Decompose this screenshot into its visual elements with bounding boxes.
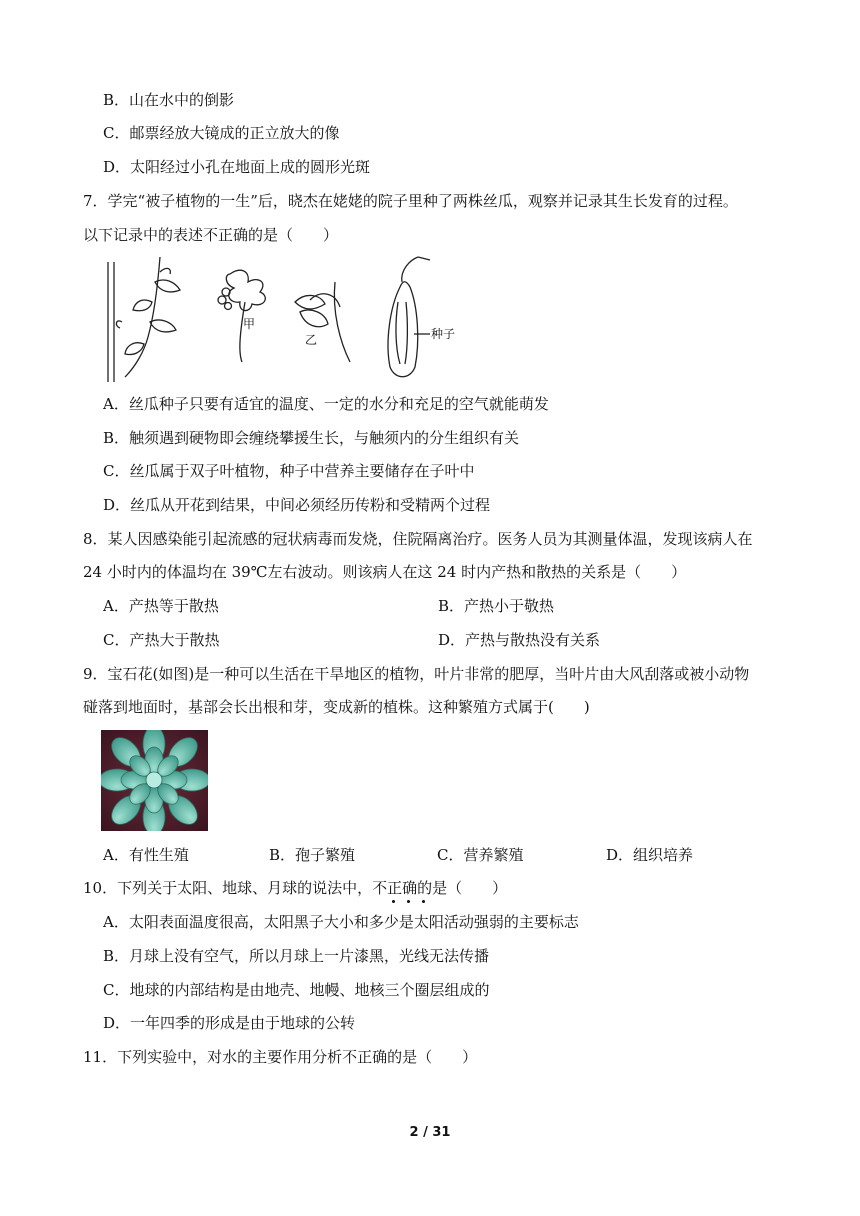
q7-option-b: B．触须遇到硬物即会缠绕攀援生长，与触须内的分生组织有关: [103, 429, 520, 447]
emphasis-dot: [422, 900, 425, 903]
q7-stem-line2: 以下记录中的表述不正确的是（ ）: [83, 226, 339, 244]
q9-stem-line1: 9．宝石花(如图)是一种可以生活在干旱地区的植物，叶片非常的肥厚，当叶片由大风刮落或被小动物: [83, 665, 750, 683]
q10-option-b: B．月球上没有空气，所以月球上一片漆黑，光线无法传播: [103, 947, 490, 965]
q8-option-d: D．产热与散热没有关系: [438, 631, 601, 649]
loofah-growth-figure: [100, 252, 470, 387]
q7-option-a: A．丝瓜种子只要有适宜的温度、一定的水分和充足的空气就能萌发: [103, 395, 549, 413]
q10-option-c: C．地球的内部结构是由地壳、地幔、地核三个圈层组成的: [103, 981, 490, 999]
q6-option-d: D．太阳经过小孔在地面上成的圆形光斑: [103, 158, 371, 176]
page-number: 2 / 31: [409, 1125, 451, 1140]
q8-option-b: B．产热小于敬热: [438, 597, 555, 615]
q10-option-d: D．一年四季的形成是由于地球的公转: [103, 1014, 356, 1032]
emphasis-dot: [392, 900, 395, 903]
figure-label-jia: 甲: [243, 317, 256, 331]
q8-option-a: A．产热等于散热: [103, 597, 219, 615]
q9-option-c: C．营养繁殖: [437, 846, 524, 864]
figure-label-seed: 种子: [431, 327, 456, 341]
q8-option-c: C．产热大于散热: [103, 631, 220, 649]
q8-stem-line2: 24 小时内的体温均在 39℃左右波动。则该病人在这 24 时内产热和散热的关系是（ ）: [83, 563, 687, 581]
q10-stem: 10．下列关于太阳、地球、月球的说法中，不正确的是（ ）: [83, 879, 508, 897]
emphasis-dot: [407, 900, 410, 903]
q9-option-a: A．有性生殖: [103, 846, 189, 864]
q10-option-a: A．太阳表面温度很高，太阳黑子大小和多少是太阳活动强弱的主要标志: [103, 913, 579, 931]
figure-label-yi: 乙: [305, 333, 318, 347]
q7-option-d: D．丝瓜从开花到结果，中间必须经历传粉和受精两个过程: [103, 496, 491, 514]
q11-stem: 11．下列实验中，对水的主要作用分析不正确的是（ ）: [83, 1048, 478, 1066]
q9-option-d: D．组织培养: [606, 846, 694, 864]
q7-option-c: C．丝瓜属于双子叶植物，种子中营养主要储存在子叶中: [103, 462, 475, 480]
q9-stem-line2: 碰落到地面时，基部会长出根和芽，变成新的植株。这种繁殖方式属于( ): [83, 698, 590, 716]
q8-stem-line1: 8．某人因感染能引起流感的冠状病毒而发烧，住院隔离治疗。医务人员为其测量体温，发现该病人在: [83, 530, 753, 548]
echeveria-photo: [101, 730, 208, 831]
q9-option-b: B．孢子繁殖: [269, 846, 356, 864]
q7-stem-line1: 7．学完“被子植物的一生”后，晓杰在姥姥的院子里种了两株丝瓜，观察并记录其生长发育的过程。: [83, 192, 738, 210]
q6-option-b: B．山在水中的倒影: [103, 91, 235, 109]
q6-option-c: C．邮票经放大镜成的正立放大的像: [103, 124, 340, 142]
